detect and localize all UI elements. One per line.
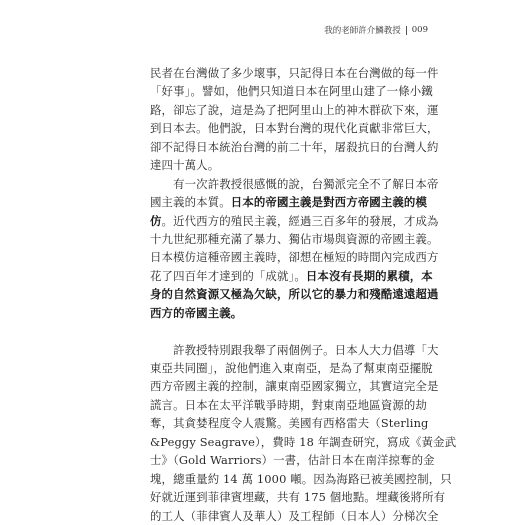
body-text-segment: 謊言。日本在太平洋戰爭時期，對東南亞地區資源的劫 (150, 397, 427, 412)
text-line (150, 64, 439, 82)
body-text-segment: 。近代西方的殖民主義，經過三百多年的發展，才成為 (161, 213, 439, 228)
text-line (150, 451, 435, 469)
text-line (150, 248, 439, 266)
emphasis-text: 西方的帝國主義。 (150, 305, 243, 320)
emphasis-text: 身的自然資源又極為欠缺，所以它的暴力和殘酷遠遠超過 (150, 287, 439, 302)
body-text-segment: 到日本去。他們說，日本對台灣的現代化貢獻非常巨大， (150, 121, 439, 136)
body-text-segment: 國主義的本質。 (150, 195, 231, 210)
text-line (150, 359, 433, 377)
text-line (150, 414, 429, 432)
header-divider (406, 26, 407, 35)
text-line (150, 267, 433, 285)
body-text-segment: 許教授特別跟我舉了兩個例子。日本人大力倡導「大 (150, 342, 439, 357)
text-line (150, 230, 439, 248)
body-text-segment: 塊，總重量約 14 萬 1000 噸。因為海路已被美國控制，只 (150, 471, 452, 486)
text-line (150, 507, 439, 525)
body-text-segment: 西方帝國主義的控制，讓東南亞國家獨立，其實這完全是 (150, 379, 439, 394)
text-line (150, 304, 420, 322)
text-line (150, 101, 439, 119)
emphasis-text: 日本的帝國主義是對西方帝國主義的模 (230, 195, 427, 210)
text-line (150, 175, 439, 193)
text-line (150, 119, 439, 137)
text-line (150, 212, 439, 230)
body-text-segment: 有一次許教授很感慨的說，台獨派完全不了解日本帝 (150, 176, 439, 191)
text-line (150, 138, 439, 156)
body-text-segment: 奪，其貪婪程度令人震驚。美國有西格雷夫（Sterling (150, 416, 429, 431)
text-line (150, 488, 446, 506)
body-text-segment: 士》（Gold Warriors）一書，估計日本在南洋掠奪的金 (150, 453, 435, 468)
text-line (150, 193, 427, 211)
text-line (150, 470, 452, 488)
body-text-segment: 好就近運到菲律賓埋藏，共有 175 個地點。埋藏後將所有 (150, 490, 446, 505)
body-text (150, 64, 457, 525)
emphasis-text: 仿 (150, 213, 162, 228)
running-title: 我的老師許介鱗教授 (324, 26, 401, 36)
body-text-segment: 東亞共同圈」，說他們進入東南亞，是為了幫東南亞擺脫 (150, 361, 433, 375)
text-line (150, 377, 439, 395)
text-line (150, 156, 420, 174)
text-line (150, 285, 439, 303)
body-text-segment: &Peggy Seagrave），費時 18 年調查研究，寫成《黃金武 (150, 434, 457, 449)
text-line (150, 82, 433, 100)
body-text-segment: 花了四百年才達到的「成就」。 (150, 268, 306, 283)
paragraph-gap (150, 322, 420, 340)
text-line (150, 341, 439, 359)
text-line (150, 396, 427, 414)
body-text-segment: 日本模仿這種帝國主義時，卻想在極短的時間內完成西方 (150, 250, 439, 265)
body-text-segment: 路，卻忘了說，這是為了把阿里山上的神木群砍下來，運 (150, 102, 439, 117)
body-text-segment: 民者在台灣做了多少壞事，只記得日本在台灣做的每一件 (150, 66, 439, 80)
body-text-segment: 「好事」。譬如，他們只知道日本在阿里山建了一條小鐵 (150, 84, 433, 99)
body-text-segment: 的工人（菲律賓人及華人）及工程師（日本人）分梯次全 (150, 508, 439, 523)
emphasis-text: 日本沒有長期的累積，本 (305, 268, 433, 283)
text-line (150, 433, 457, 451)
running-header (324, 24, 428, 36)
body-text-segment: 十九世紀那種充滿了暴力、獨佔市場與資源的帝國主義。 (150, 231, 439, 246)
page-number: 009 (411, 25, 428, 35)
body-text-segment: 達四十萬人。 (150, 158, 220, 173)
body-text-segment: 卻不記得日本統治台灣的前二十年，屠殺抗日的台灣人約 (150, 139, 439, 154)
